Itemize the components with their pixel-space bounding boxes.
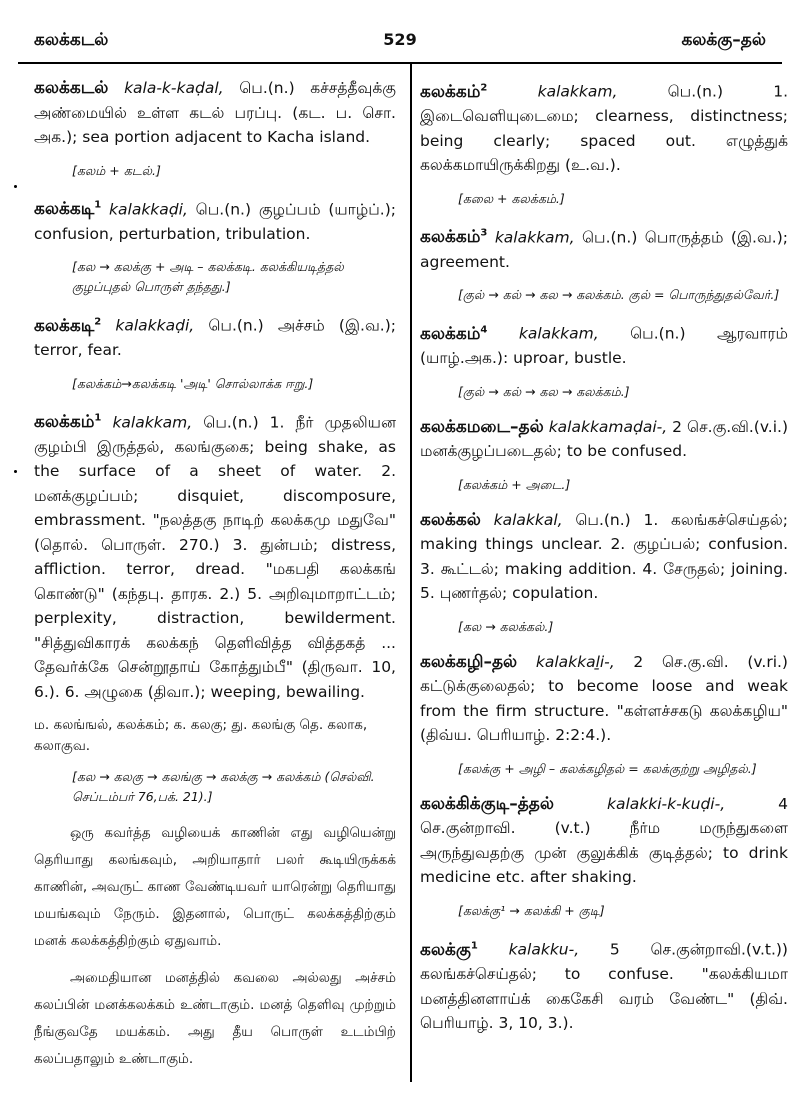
margin-speck: [14, 185, 17, 188]
etymology-note: [கலை + கலக்கம்.]: [458, 190, 565, 206]
transliteration: kalakkam,: [494, 228, 575, 247]
transliteration: kalakkam,: [518, 324, 599, 343]
entry-definition: 5 செ.குன்றாவி.(v.t.)) கலங்கச்செய்தல்; to confuse. "கலக்கியமா மனத்தினளாய்க் கைகேசி வரம் வேண்ட" (திவ். பெரியாழ். 3, 10, 3.).: [420, 940, 788, 1033]
entry-headword: [34, 78, 108, 98]
transliteration: kalakkam,: [537, 82, 618, 101]
entry-headword: [420, 324, 487, 344]
entry-definition: பெ.(n.) கச்சத்தீவுக்கு அண்மையில் உள்ள கடல் பரப்பு. (கட. ப. சொ. அக.); sea portion adjacent to Kacha island.: [34, 79, 396, 146]
etymology-note: [குல் → கல் → கல → கலக்கம்.]: [458, 383, 630, 399]
entry-definition: 2 செ.கு.வி.(v.i.) மனக்குழப்படைதல்; to be confused.: [420, 417, 788, 461]
dictionary-entry: [420, 318, 788, 371]
column-divider: [410, 64, 412, 1082]
dictionary-entry: [420, 934, 788, 1036]
etymology-note: [கலக்கம்→கலக்கடி 'அடி' சொல்லாக்க ஈறு.]: [72, 375, 314, 391]
dictionary-entry: [34, 310, 396, 363]
entry-headword: [34, 412, 101, 432]
dictionary-entry: [420, 415, 788, 464]
headword-text: கலக்கழி–தல்: [420, 651, 518, 672]
page-number: 529: [383, 30, 417, 49]
headword-text: கலக்கடி: [34, 199, 95, 220]
entry-headword: [420, 227, 487, 247]
entry-definition: 4 செ.குன்றாவி. (v.t.) நீர்ம மருந்துகளை அருந்துவதற்கு முன் குலுக்கிக் குடித்தல்; to drink medicine etc. after shaking.: [420, 794, 788, 887]
homonym-number: 1: [470, 939, 478, 951]
homonym-number: 2: [94, 316, 102, 328]
etymology-note: [கல → கலக்கல்.]: [458, 618, 554, 634]
entry-headword: [34, 199, 101, 219]
entry-definition: பெ.(n.) 1. கலங்கச்செய்தல்; making things unclear. 2. குழப்பல்; confusion. 3. கூட்டல்; making addition. 4. சேருதல்; joining. 5. புணர்தல்; copulation.: [420, 510, 788, 603]
transliteration: kalakkam,: [112, 413, 193, 432]
running-head-left: கலக்கடல்: [34, 30, 109, 50]
entry-headword: [420, 940, 478, 960]
dictionary-entry: [34, 194, 396, 247]
etymology-note: [கலக்கு¹ → கலக்கி + குடி]: [458, 902, 605, 918]
dictionary-entry: [420, 76, 788, 178]
entry-definition: பெ.(n.) ஆரவாரம் (யாழ்.அக.): uproar, bustle.: [420, 324, 788, 368]
homonym-number: 1: [94, 199, 102, 211]
entry-headword: [420, 417, 544, 437]
dictionary-entry: [34, 407, 396, 705]
dictionary-entry: [34, 76, 396, 150]
explanatory-paragraph: அமைதியான மனத்தில் கவலை அல்லது அச்சம் கலப்பின் மனக்கலக்கம் உண்டாகும். மனத் தெளிவு முற்றும் நீங்குவதே மயக்கம். அது தீய பொருள் உடம்பிற் கலப்பதாலும் உண்டாகும்.: [34, 970, 396, 1068]
etymology-note: [கலக்கம் + அடை.]: [458, 476, 571, 492]
headword-text: கலக்கம்: [34, 412, 95, 433]
entry-headword: [420, 794, 554, 814]
headword-text: கலக்கடி: [34, 315, 95, 336]
entry-headword: [420, 652, 517, 672]
header-rule: [18, 62, 782, 64]
dictionary-entry: [420, 650, 788, 748]
etymology-note: [கல → கலக்கு + அடி – கலக்கடி. கலக்கியடித்தல் குழப்புதல் பொருள் தந்தது.]: [72, 259, 344, 295]
transliteration: kalakkaḍi,: [109, 200, 188, 219]
right-column: [420, 76, 788, 1047]
etymology-note: [கல → கலகு → கலங்கு → கலக்கு → கலக்கம் (செல்வி. செப்டம்பர் 76,பக். 21).]: [72, 769, 375, 805]
dictionary-entry: [420, 508, 788, 606]
entry-headword: [34, 316, 101, 336]
transliteration: kalakku-,: [508, 940, 580, 959]
left-column: [34, 76, 396, 1083]
headword-text: கலக்கமடை–தல்: [420, 416, 544, 437]
transliteration: kalakkal,: [493, 510, 563, 529]
entry-headword: [420, 82, 487, 102]
dictionary-entry: [420, 792, 788, 890]
cognates-note: ம. கலங்ஙல், கலக்கம்; க. கலகு; து. கலங்கு தெ. கலாக, கலாகுவ.: [34, 717, 368, 755]
entry-definition: பெ.(n.) 1. நீர் முதலியன குழம்பி இருத்தல், கலங்குகை; being shake, as the surface of a sheet of water. 2. மனக்குழப்பம்; disquiet, discomposure, embrassment. "நலத்தகு நாடிற் கலக்கமு மதுவே" (தொல். பொருள். 270.) 3. துன்பம்; distress, affliction. terror, dread. "மகபதி கலக்கங் கொண்டு" (கந்தபு. தாரக. 2.) 5. அறிவுமாறாட்டம்; perplexity, distraction, bewilderment. "சித்துவிகாரக் கலக்கந் தெளிவித்த வித்தகத் ... தேவர்க்கே சென்றூதாய் கோத்தும்பீ" (திருவா. 10, 6.). 6. அழுகை (திவா.); weeping, bewailing.: [34, 413, 396, 701]
running-head-right: கலக்கு–தல்: [681, 30, 766, 50]
headword-text: கலக்கம்: [420, 227, 481, 248]
headword-text: கலக்கு: [420, 939, 471, 960]
dictionary-entry: [420, 222, 788, 275]
etymology-note: [குல் → கல் → கல → கலக்கம். குல் = பொருந்துதல்வேர்.]: [458, 287, 780, 303]
headword-text: கலக்கடல்: [34, 78, 109, 98]
entry-definition: பெ.(n.) 1. இடைவெளியுடைமை; clearness, distinctness; being clearly; spaced out. எழுத்துக் கலக்கமாயிருக்கிறது (உ.வ.).: [420, 82, 788, 175]
homonym-number: 4: [480, 324, 488, 336]
transliteration: kalakkamaḍai-,: [548, 417, 668, 436]
entry-definition: பெ.(n.) அச்சம் (இ.வ.); terror, fear.: [34, 316, 396, 360]
headword-text: கலக்கம்: [420, 81, 481, 102]
entry-definition: பெ.(n.) குழப்பம் (யாழ்ப்.); confusion, perturbation, tribulation.: [34, 200, 396, 243]
margin-speck: [14, 470, 17, 473]
etymology-note: [கலக்கு + அழி – கலக்கழிதல் = கலக்குற்று அழிதல்.]: [458, 760, 757, 776]
headword-text: கலக்கல்: [420, 509, 481, 530]
transliteration: kalakkaḻi-,: [535, 652, 615, 671]
etymology-note: [கலம் + கடல்.]: [72, 162, 161, 178]
transliteration: kalakkaḍi,: [115, 316, 195, 335]
homonym-number: 3: [480, 227, 488, 239]
headword-text: கலக்கம்: [420, 323, 481, 344]
entry-definition: பெ.(n.) பொருத்தம் (இ.வ.); agreement.: [420, 228, 788, 271]
homonym-number: 1: [94, 412, 102, 424]
headword-text: கலக்கிக்குடி–த்தல்: [420, 793, 554, 814]
homonym-number: 2: [480, 82, 488, 93]
explanatory-paragraph: ஒரு கவர்த்த வழியைக் காணின் எது வழியென்று தெரியாது கலங்கவும், அறியாதார் பலர் கூடியிருக்கக் காணின், அவருட் காண வேண்டியவர் யாரென்று தெரியாது மயங்கவும் நேரும். இதனால், பொருட் கலக்கத்திற்கும் மனக் கலக்கத்திற்கும் ஏதுவாம்.: [34, 825, 396, 950]
entry-headword: [420, 510, 481, 530]
entry-definition: 2 செ.கு.வி. (v.ri.) கட்டுக்குலைதல்; to become loose and weak from the firm structure. "கள்ளச்சகடு கலக்கழிய" (திவ்ய. பெரியாழ். 2:2:4.).: [420, 652, 788, 745]
transliteration: kala-k-kaḍal,: [124, 79, 224, 97]
transliteration: kalakki-k-kuḍi-,: [606, 794, 726, 813]
